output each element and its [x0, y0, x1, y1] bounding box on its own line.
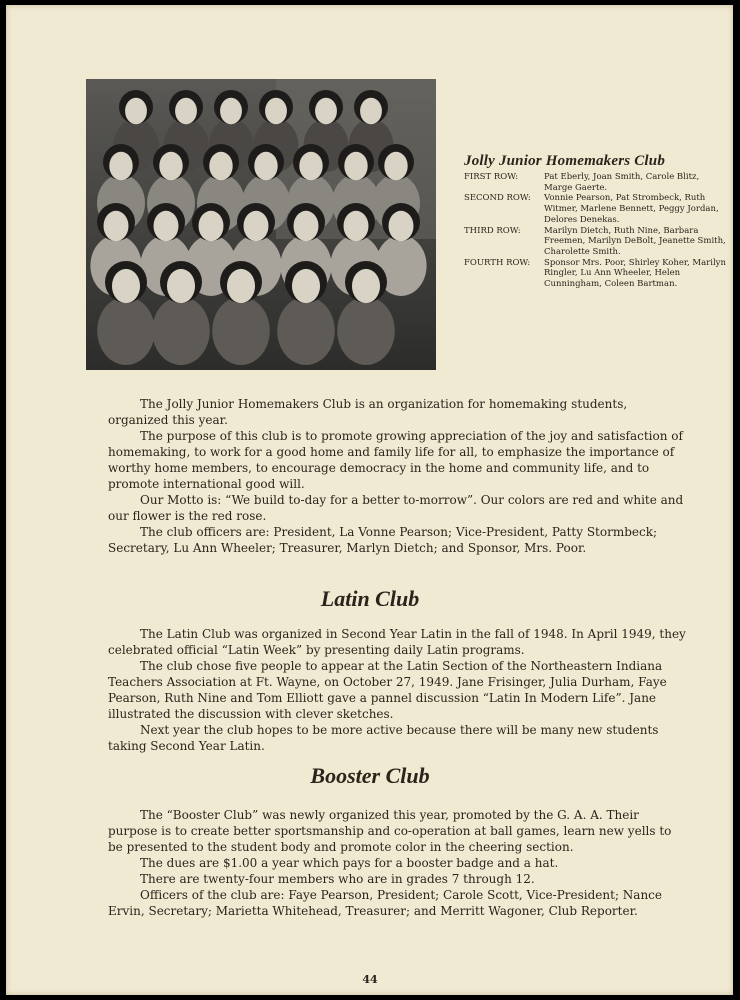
person-face — [209, 152, 232, 181]
person-face — [344, 211, 369, 241]
person-face — [227, 269, 255, 303]
row-label: SECOND ROW: — [464, 193, 531, 204]
person-face — [360, 98, 382, 125]
person-face — [244, 211, 269, 241]
caption-row-1 — [464, 172, 726, 193]
paragraph: There are twenty-four members who are in grades 7 through 12. — [140, 872, 535, 886]
paragraph: Our Motto is: “We build to-day for a better to-morrow”. Our colors are red and white and our flower is the red rose. — [108, 493, 684, 523]
row-names: Pat Eberly, Joan Smith, Carole Blitz, Marge Gaerte. — [544, 172, 700, 193]
row-names: Vonnie Pearson, Pat Strombeck, Ruth Witmer, Marlene Bennett, Peggy Jordan, Delores Denekas. — [544, 193, 719, 225]
row-names: Marilyn Dietch, Ruth Nine, Barbara Freemen, Marilyn DeBolt, Jeanette Smith, Charolette Smith. — [544, 225, 726, 257]
person-face — [389, 211, 414, 241]
person-face — [104, 211, 129, 241]
paragraph: The Jolly Junior Homemakers Club is an organization for homemaking students, organized this year. — [108, 397, 628, 427]
paragraph: The club officers are: President, La Vonne Pearson; Vice-President, Patty Stormbeck; Secretary, Lu Ann Wheeler; Treasurer, Marlyn Dietch; and Sponsor, Mrs. Poor. — [108, 525, 658, 555]
caption-row-3 — [464, 226, 726, 258]
person-face — [109, 152, 132, 181]
person-face — [159, 152, 182, 181]
booster-text — [108, 807, 688, 919]
row-label: FOURTH ROW: — [464, 257, 531, 268]
booster-club-heading: Booster Club — [310, 763, 430, 788]
homemakers-text — [108, 396, 688, 556]
person-face — [299, 152, 322, 181]
person-body — [152, 297, 210, 365]
person-face — [125, 98, 147, 125]
person-body — [212, 297, 270, 365]
person-body — [97, 297, 155, 365]
club-group-photo — [86, 79, 436, 370]
person-face — [199, 211, 224, 241]
person-face — [344, 152, 367, 181]
paragraph: Next year the club hopes to be more active because there will be many new students taking Second Year Latin. — [108, 723, 659, 753]
person-face — [384, 152, 407, 181]
row-names: Sponsor Mrs. Poor, Shirley Koher, Marilyn Ringler, Lu Ann Wheeler, Helen Cunningham, Coleen Bartman. — [544, 257, 726, 290]
latin-text — [108, 626, 688, 754]
latin-club-heading: Latin Club — [320, 586, 420, 611]
person-body — [277, 297, 335, 365]
row-label: THIRD ROW: — [464, 225, 521, 236]
caption-row-4 — [464, 258, 726, 290]
caption-row-2 — [464, 193, 726, 225]
person-face — [175, 98, 197, 125]
person-face — [294, 211, 319, 241]
person-face — [352, 269, 380, 303]
caption-title: Jolly Junior Homemakers Club — [464, 153, 666, 169]
person-face — [112, 269, 140, 303]
person-face — [292, 269, 320, 303]
page-number: 44 — [362, 973, 378, 986]
paragraph: The club chose five people to appear at the Latin Section of the Northeastern Indiana Teachers Association at Ft. Wayne, on October 27, 1949. Jane Frisinger, Julia Durham, Faye Pearson, Ruth Nine and Tom Elliott gave a pannel discussion “Latin In Modern Life”. Jane illustrated the discussion with clever sketches. — [108, 659, 667, 721]
person-body — [337, 297, 395, 365]
person-face — [254, 152, 277, 181]
row-label: FIRST ROW: — [464, 172, 519, 182]
paragraph: The “Booster Club” was newly organized this year, promoted by the G. A. A. Their purpose is to create better sportsmanship and co-operation at ball games, learn new yells to be presented to the student body and promote color in the cheering section. — [108, 808, 672, 854]
paragraph: The purpose of this club is to promote growing appreciation of the joy and satisfaction of homemaking, to work for a good home and family life for all, to emphasize the importance of worthy home members, to encourage democracy in the home and community life, and to promote international good will. — [108, 429, 683, 491]
person-face — [315, 98, 337, 125]
person-face — [265, 98, 287, 125]
photo-caption — [464, 153, 726, 290]
paragraph: The Latin Club was organized in Second Year Latin in the fall of 1948. In April 1949, they celebrated official “Latin Week” by presenting daily Latin programs. — [108, 627, 686, 657]
paragraph: The dues are $1.00 a year which pays for a booster badge and a hat. — [140, 856, 559, 870]
paragraph: Officers of the club are: Faye Pearson, President; Carole Scott, Vice-President; Nance Ervin, Secretary; Marietta Whitehead, Treasurer; and Merritt Wagoner, Club Reporter. — [108, 888, 663, 918]
person-face — [167, 269, 195, 303]
person-face — [154, 211, 179, 241]
person-face — [220, 98, 242, 125]
